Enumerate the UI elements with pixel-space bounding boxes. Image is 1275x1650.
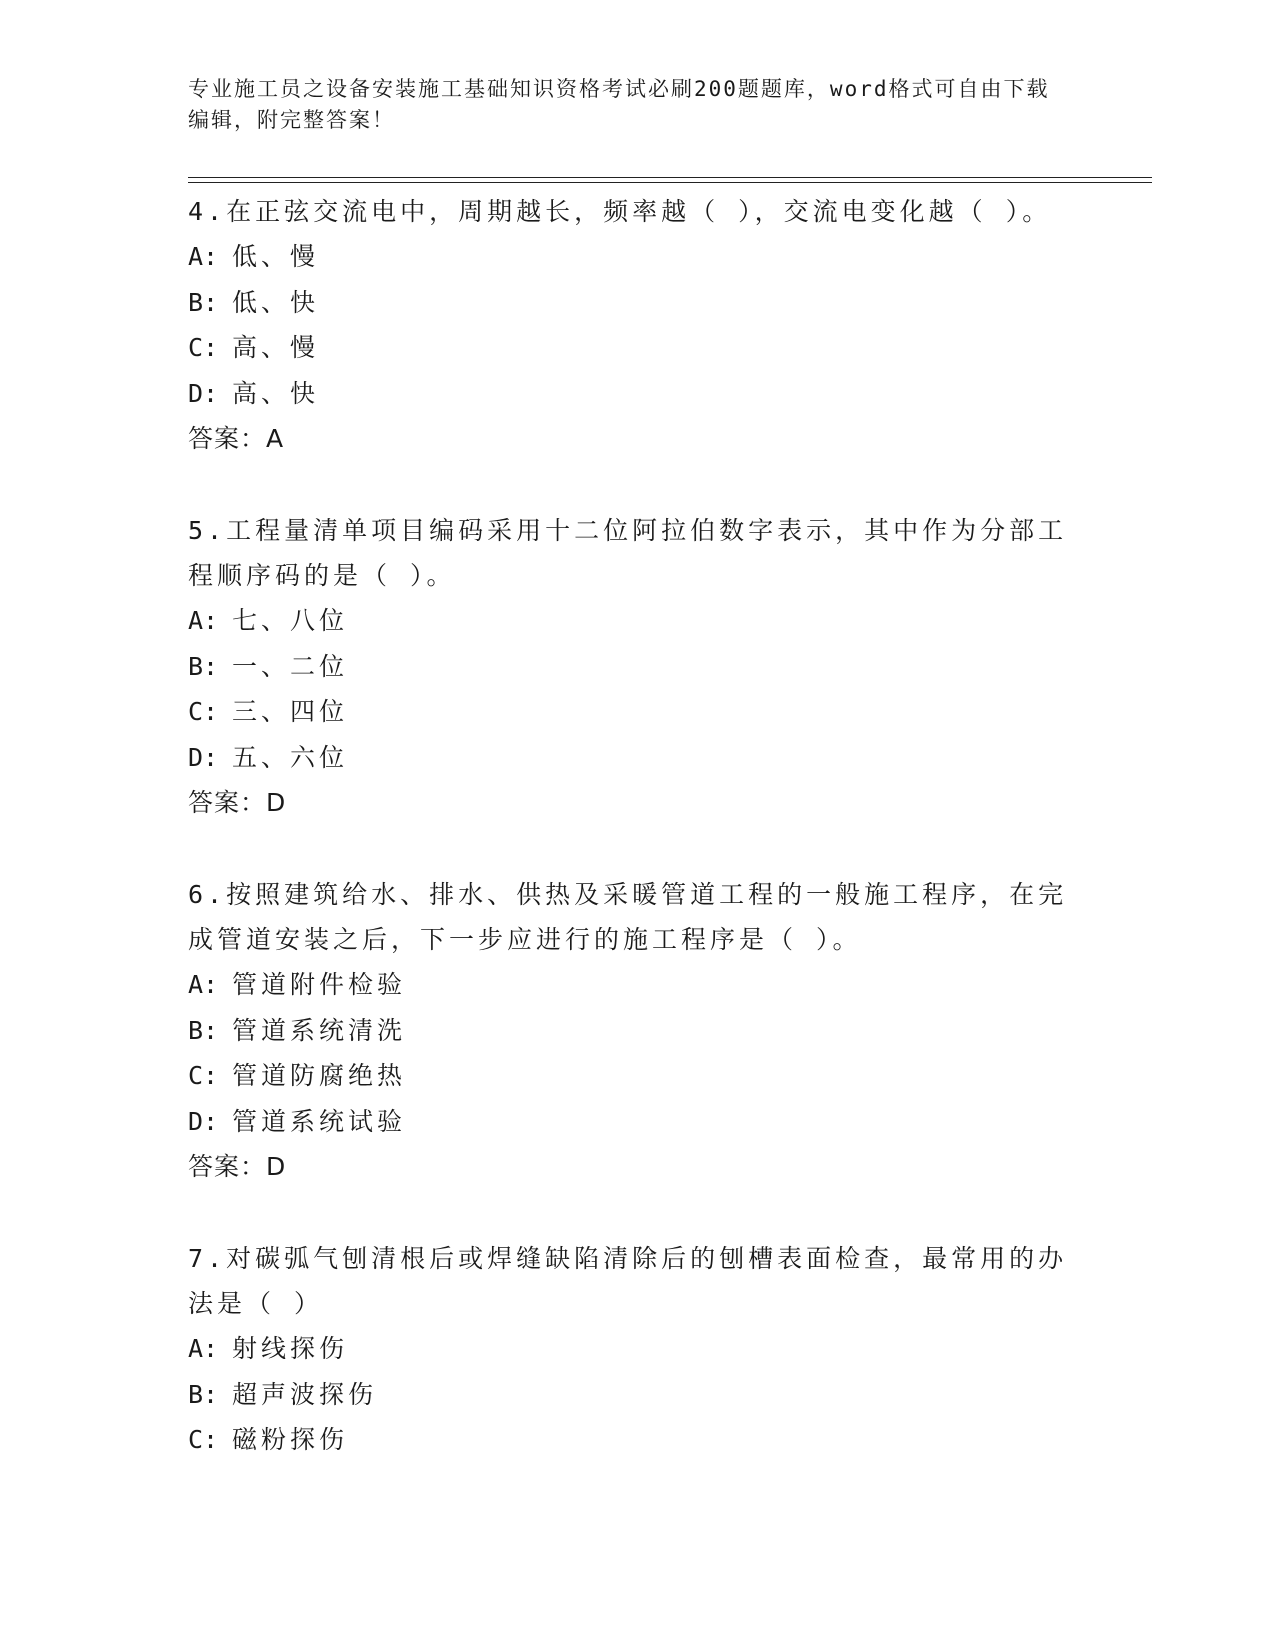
- question-text: [188, 189, 1068, 234]
- option-text: 三、四位: [232, 697, 349, 726]
- option-key: D:: [188, 742, 219, 772]
- option-key: C:: [188, 1061, 219, 1090]
- option-a: [188, 234, 1068, 280]
- question-text: [188, 1236, 1068, 1326]
- option-c: [188, 1053, 1068, 1099]
- option-text: 一、二位: [232, 651, 349, 681]
- option-key: A:: [188, 242, 219, 271]
- option-key: C:: [188, 697, 219, 726]
- question-5: [188, 508, 1068, 825]
- option-key: A:: [188, 606, 219, 635]
- option-key: D:: [188, 378, 219, 408]
- question-6: [188, 872, 1068, 1189]
- option-key: B:: [188, 287, 219, 317]
- document-header: 专业施工员之设备安装施工基础知识资格考试必刷200题题库，word格式可自由下载编辑，附完整答案！: [188, 77, 1050, 132]
- option-d: [188, 1099, 1068, 1145]
- option-c: [188, 325, 1068, 371]
- option-key: B:: [188, 1015, 219, 1045]
- question-stem: 工程量清单项目编码采用十二位阿拉伯数字表示，其中作为分部工程顺序码的是（ ）。: [188, 516, 1068, 590]
- option-key: B:: [188, 651, 219, 681]
- option-a: [188, 962, 1068, 1008]
- option-text: 高、快: [232, 378, 320, 408]
- answer-line: 答案：D: [188, 1152, 287, 1181]
- option-text: 高、慢: [232, 333, 320, 362]
- option-key: C:: [188, 333, 219, 362]
- option-text: 管道附件检验: [232, 970, 407, 999]
- answer-line: 答案：A: [188, 424, 285, 453]
- option-a: [188, 598, 1068, 644]
- option-c: [188, 1417, 1068, 1463]
- option-text: 五、六位: [232, 742, 349, 772]
- option-text: 管道系统试验: [232, 1106, 407, 1136]
- option-key: A:: [188, 970, 219, 999]
- option-text: 射线探伤: [232, 1334, 349, 1363]
- question-7: [188, 1236, 1068, 1463]
- option-key: D:: [188, 1106, 219, 1136]
- option-text: 管道防腐绝热: [232, 1061, 407, 1090]
- question-stem: 对碳弧气刨清根后或焊缝缺陷清除后的刨槽表面检查，最常用的办法是（ ）: [188, 1244, 1068, 1318]
- header-divider-bottom: [188, 182, 1152, 183]
- option-c: [188, 689, 1068, 735]
- option-key: B:: [188, 1379, 219, 1409]
- option-a: [188, 1326, 1068, 1372]
- option-d: [188, 735, 1068, 781]
- option-text: 七、八位: [232, 606, 349, 635]
- answer-line: 答案：D: [188, 788, 287, 817]
- option-key: A:: [188, 1334, 219, 1363]
- option-b: [188, 1372, 1068, 1418]
- option-d: [188, 371, 1068, 417]
- option-text: 磁粉探伤: [232, 1425, 349, 1454]
- option-b: [188, 1008, 1068, 1054]
- option-b: [188, 644, 1068, 690]
- option-text: 管道系统清洗: [232, 1015, 407, 1045]
- question-text: [188, 872, 1068, 962]
- option-text: 低、快: [232, 287, 320, 317]
- question-4: [188, 189, 1068, 461]
- question-text: [188, 508, 1068, 598]
- question-number: 6.: [188, 880, 227, 909]
- question-stem: 按照建筑给水、排水、供热及采暖管道工程的一般施工程序，在完成管道安装之后，下一步应进行的施工程序是（ ）。: [188, 880, 1068, 954]
- option-key: C:: [188, 1425, 219, 1454]
- question-stem: 在正弦交流电中，周期越长，频率越（ ），交流电变化越（ ）。: [226, 197, 1052, 226]
- question-number: 4.: [188, 197, 227, 226]
- question-number: 7.: [188, 1244, 227, 1273]
- header-divider-top: [188, 177, 1152, 178]
- option-text: 低、慢: [232, 242, 320, 271]
- option-b: [188, 280, 1068, 326]
- option-text: 超声波探伤: [232, 1379, 378, 1409]
- question-number: 5.: [188, 516, 227, 545]
